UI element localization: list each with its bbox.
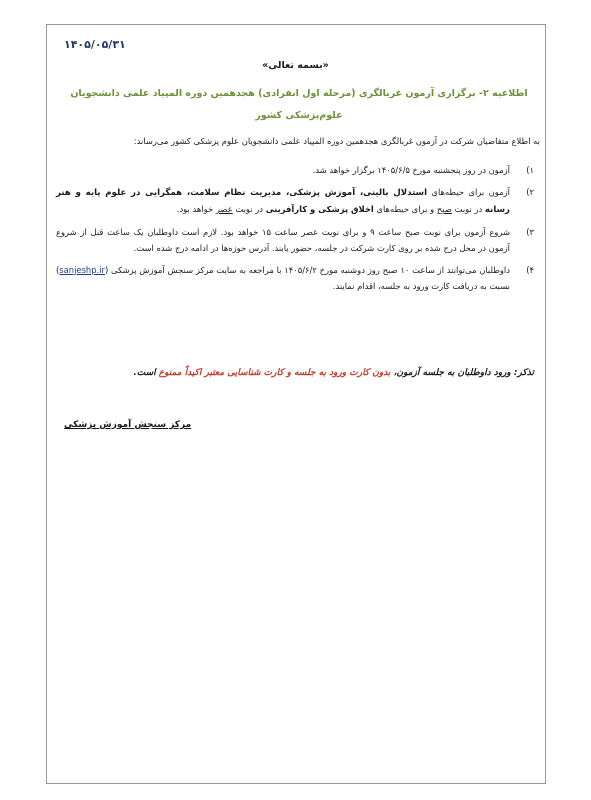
- item-text-part: در نوبت: [451, 204, 485, 214]
- note-text: است.: [133, 368, 159, 378]
- item-bold-fields: اخلاق پزشکی و کارآفرینی: [265, 204, 374, 214]
- announcement-items: [56, 162, 540, 300]
- signature: مرکز سنجش آموزش پزشکی: [64, 420, 192, 430]
- warning-note: [60, 366, 534, 380]
- list-item: [56, 262, 540, 295]
- intro-paragraph: به اطلاع متقاضیان شرکت در آزمون غربالگری هجدهمین دوره المپیاد علمی دانشجویان علوم پزشکی کشور می‌رساند:: [133, 136, 540, 146]
- item-text: آزمون در روز پنجشنبه مورخ ۱۴۰۵/۶/۵ برگزار خواهد شد.: [312, 165, 510, 175]
- item-text-part: داوطلبان می‌توانند از ساعت ۱۰ صبح روز دوشنبه مورخ ۱۴۰۵/۶/۲ با مراجعه به سایت مرکز سنجش آموزش پزشکی (: [104, 264, 510, 275]
- item-text-part: و برای حیطه‌های: [373, 204, 437, 214]
- list-item: [56, 162, 540, 179]
- item-underlined-morning: صبح: [436, 204, 452, 214]
- item-text-part: در نوبت: [232, 204, 266, 214]
- sanjeshp-link[interactable]: sanjeshp.ir: [59, 264, 105, 275]
- basmala-heading: «بسمه تعالی»: [262, 60, 329, 71]
- item-number: ۳): [526, 226, 534, 237]
- note-red-warning: بدون کارت ورود به جلسه و کارت شناسایی معتبر اکیداً ممنوع: [158, 368, 391, 378]
- item-number: ۴): [526, 264, 534, 275]
- item-bold-fields: استدلال بالینی، آموزش پزشکی، مدیریت نظام سلامت، همگرایی در علوم پایه و هنر رسانه: [56, 187, 510, 215]
- list-item: [56, 184, 540, 219]
- document-date: ۱۴۰۵/۰۵/۳۱: [64, 38, 126, 51]
- item-text-part: ) نسبت به دریافت کارت ورود به جلسه، اقدام نمایند.: [56, 264, 510, 291]
- item-text-part: خواهد بود.: [176, 204, 216, 214]
- item-text-part: آزمون برای حیطه‌های: [427, 186, 510, 197]
- announcement-title: اطلاعیه ۲- برگزاری آزمون غربالگری (مرحله اول انفرادی) هجدهمین دوره المپیاد علمی دانشجویان علوم‌پزشکی کشور: [70, 88, 528, 121]
- item-number: ۲): [526, 186, 534, 197]
- item-underlined-afternoon: عصر: [215, 204, 233, 214]
- list-item: [56, 224, 540, 257]
- note-text: ورود داوطلبان به جلسه آزمون،: [390, 368, 511, 378]
- item-text: شروع آزمون برای نوبت صبح ساعت ۹ و برای نوبت عصر ساعت ۱۵ خواهد بود. لازم است داوطلبان یک ساعت قبل از شروع آزمون در محل درج شده بر روی کارت شرکت در جلسه، حضور یابند. آدرس حوزه‌ها در ادامه درج شده است.: [56, 226, 510, 253]
- item-number: ۱): [526, 165, 534, 175]
- note-label: تذکر:: [510, 368, 534, 378]
